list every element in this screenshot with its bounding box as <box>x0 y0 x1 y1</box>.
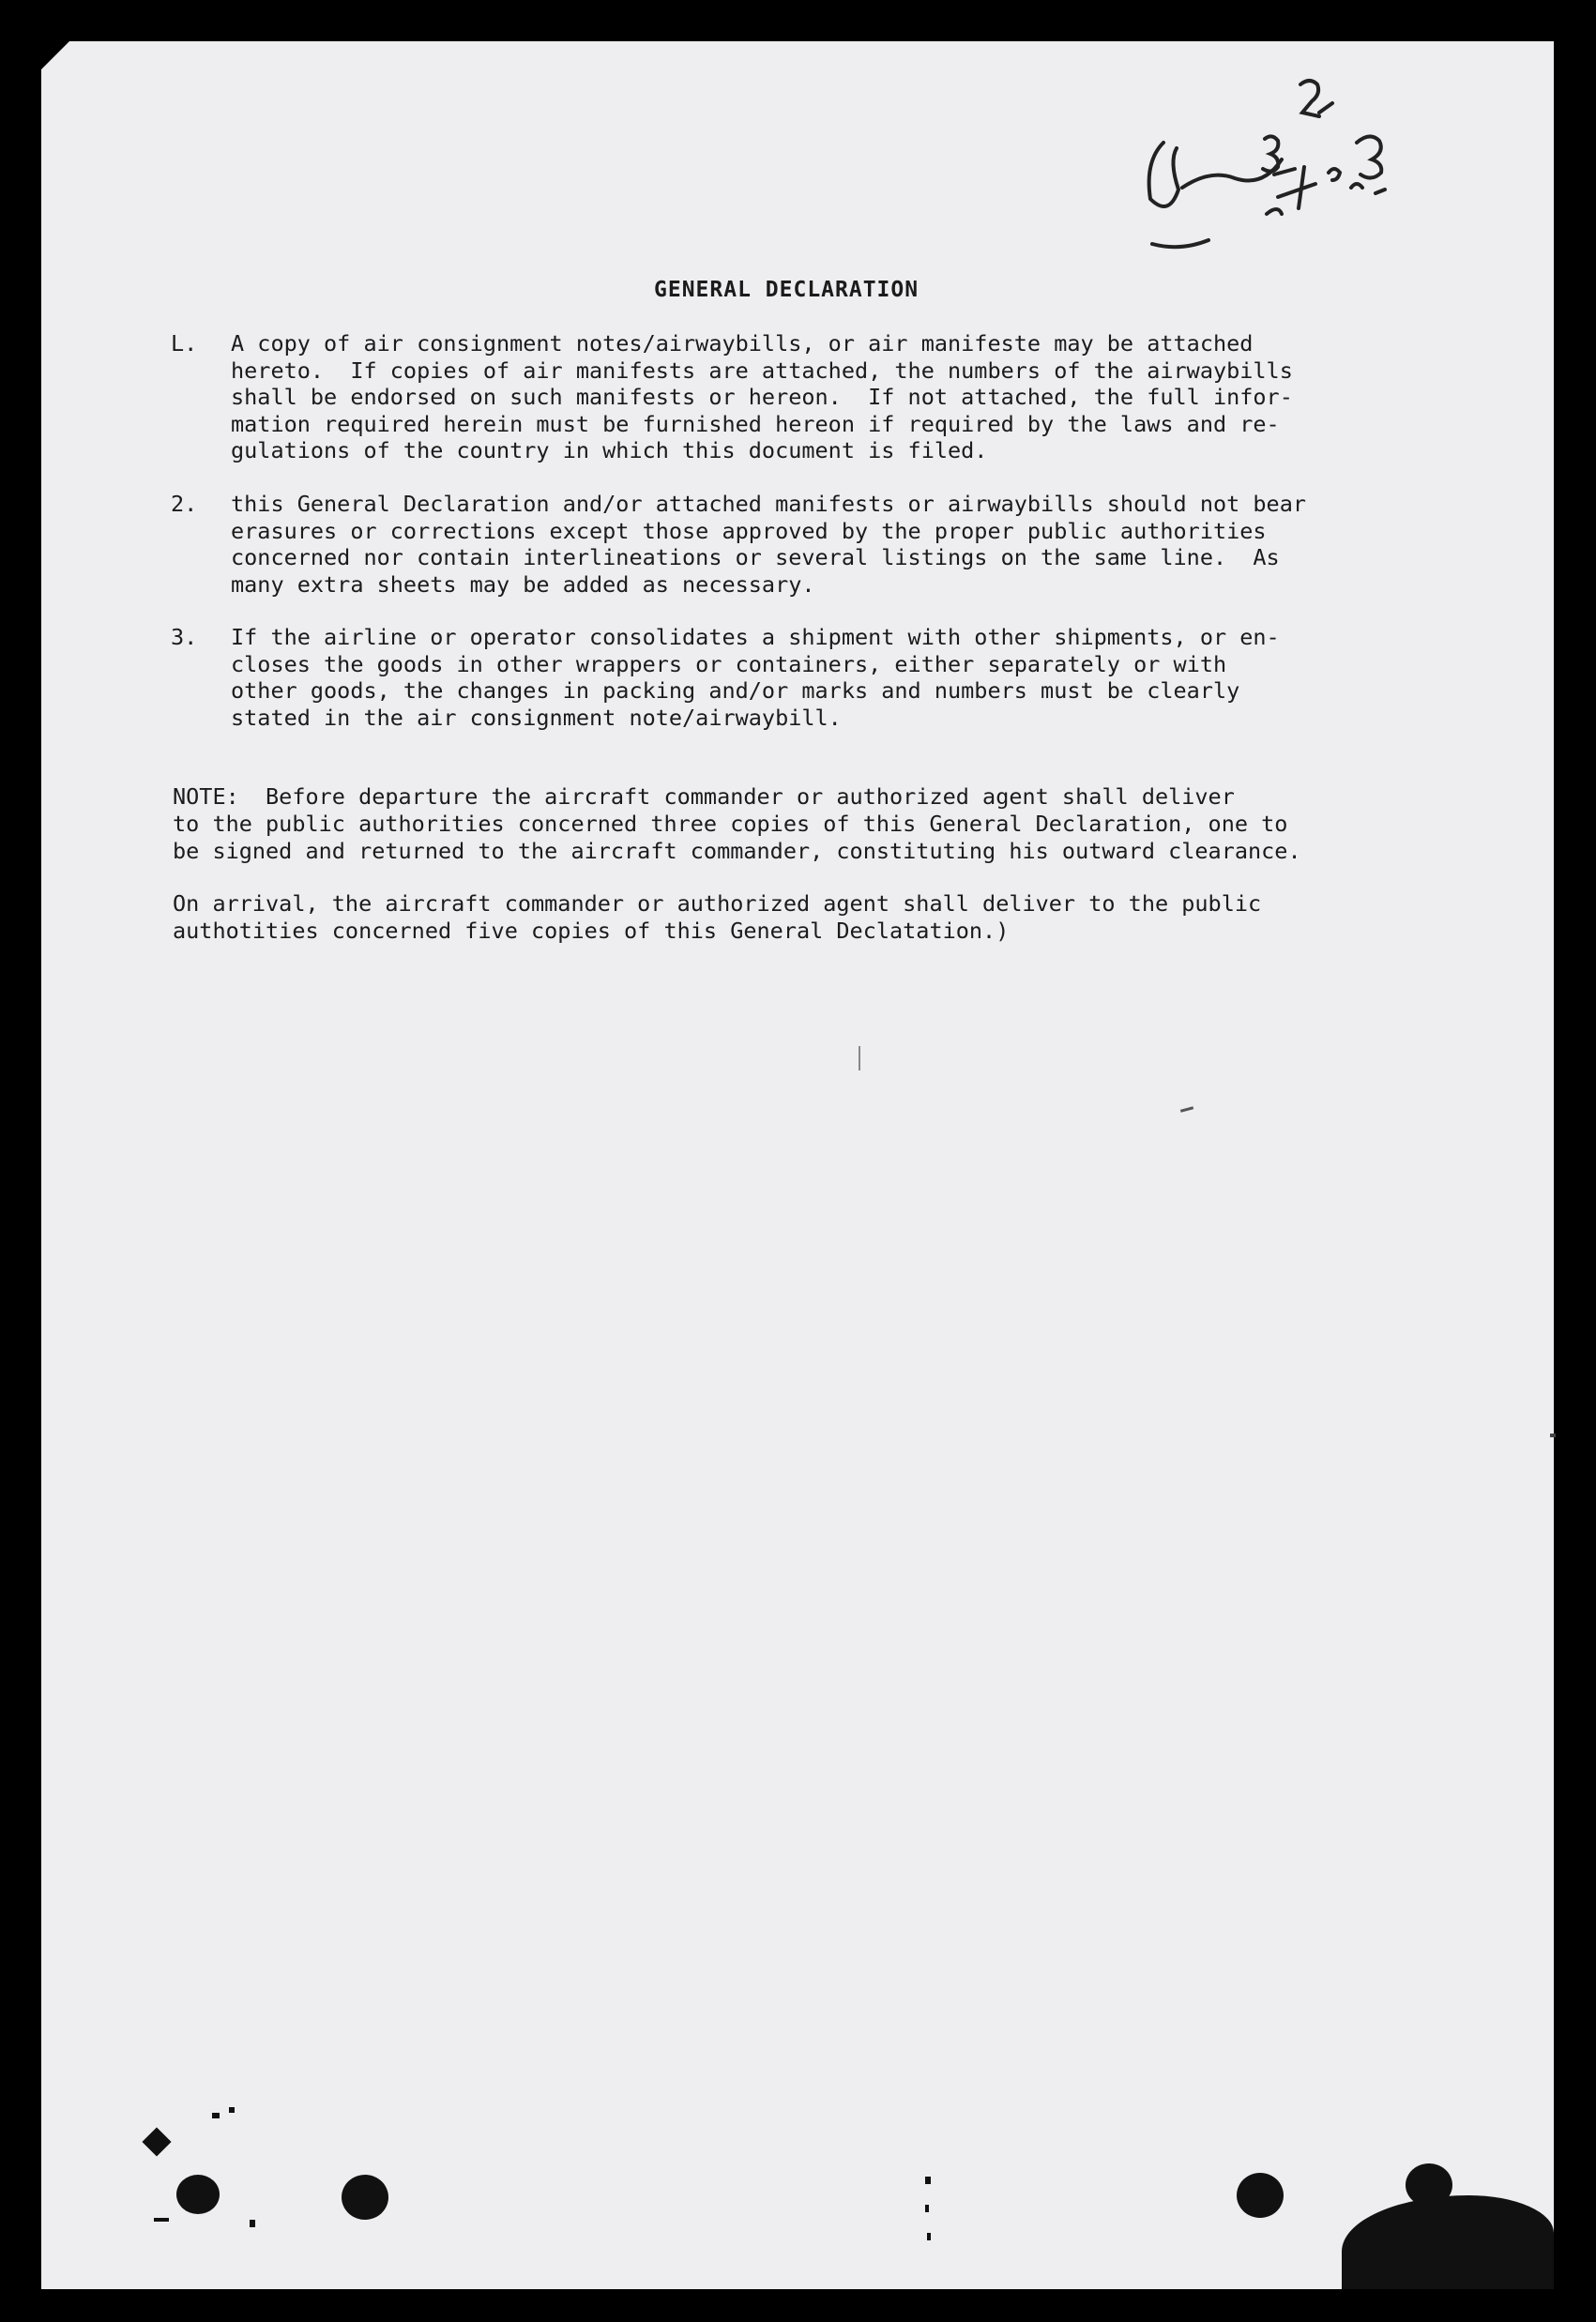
item-text-line: stated in the air consignment note/airwaybill. <box>231 704 842 731</box>
item-text-line: gulations of the country in which this document is filed. <box>231 437 988 464</box>
item-number: 3. <box>171 624 198 650</box>
item-text-line: If the airline or operator consolidates a shipment with other shipments, or en- <box>231 624 1280 650</box>
arrival-text-line: On arrival, the aircraft commander or authorized agent shall deliver to the public <box>173 890 1262 917</box>
item-text-line: closes the goods in other wrappers or containers, either separately or with <box>231 650 1227 677</box>
item-number: L. <box>171 330 198 357</box>
item-text-line: A copy of air consignment notes/airwaybills, or air manifeste may be attached <box>231 330 1254 357</box>
item-text-line: shall be endorsed on such manifests or hereon. If not attached, the full infor- <box>231 384 1293 411</box>
arrival-text-line: authotities concerned five copies of this General Declatation.) <box>173 918 1010 944</box>
item-text-line: mation required herein must be furnished hereon if required by the laws and re- <box>231 410 1280 437</box>
note-text-line: to the public authorities concerned three copies of this General Declaration, one to <box>173 811 1288 837</box>
arrival-paragraph <box>173 890 1261 945</box>
item-number: 2. <box>171 491 198 517</box>
item-text-line: other goods, the changes in packing and/or marks and numbers must be clearly <box>231 677 1240 705</box>
note-text-line: NOTE: Before departure the aircraft commander or authorized agent shall deliver <box>173 783 1235 810</box>
item-text-line: concerned nor contain interlineations or several listings on the same line. As <box>231 544 1280 571</box>
note-paragraph <box>173 783 1301 865</box>
item-text-line: erasures or corrections except those approved by the proper public authorities <box>231 517 1267 544</box>
item-text-line: many extra sheets may be added as necessary. <box>231 570 815 598</box>
item-text-line: hereto. If copies of air manifests are attached, the numbers of the airwaybills <box>231 357 1293 384</box>
note-text-line: be signed and returned to the aircraft commander, constituting his outward clearance. <box>173 838 1301 864</box>
item-text-line: this General Declaration and/or attached manifests or airwaybills should not bear <box>231 491 1307 517</box>
document-title: GENERAL DECLARATION <box>654 278 920 302</box>
